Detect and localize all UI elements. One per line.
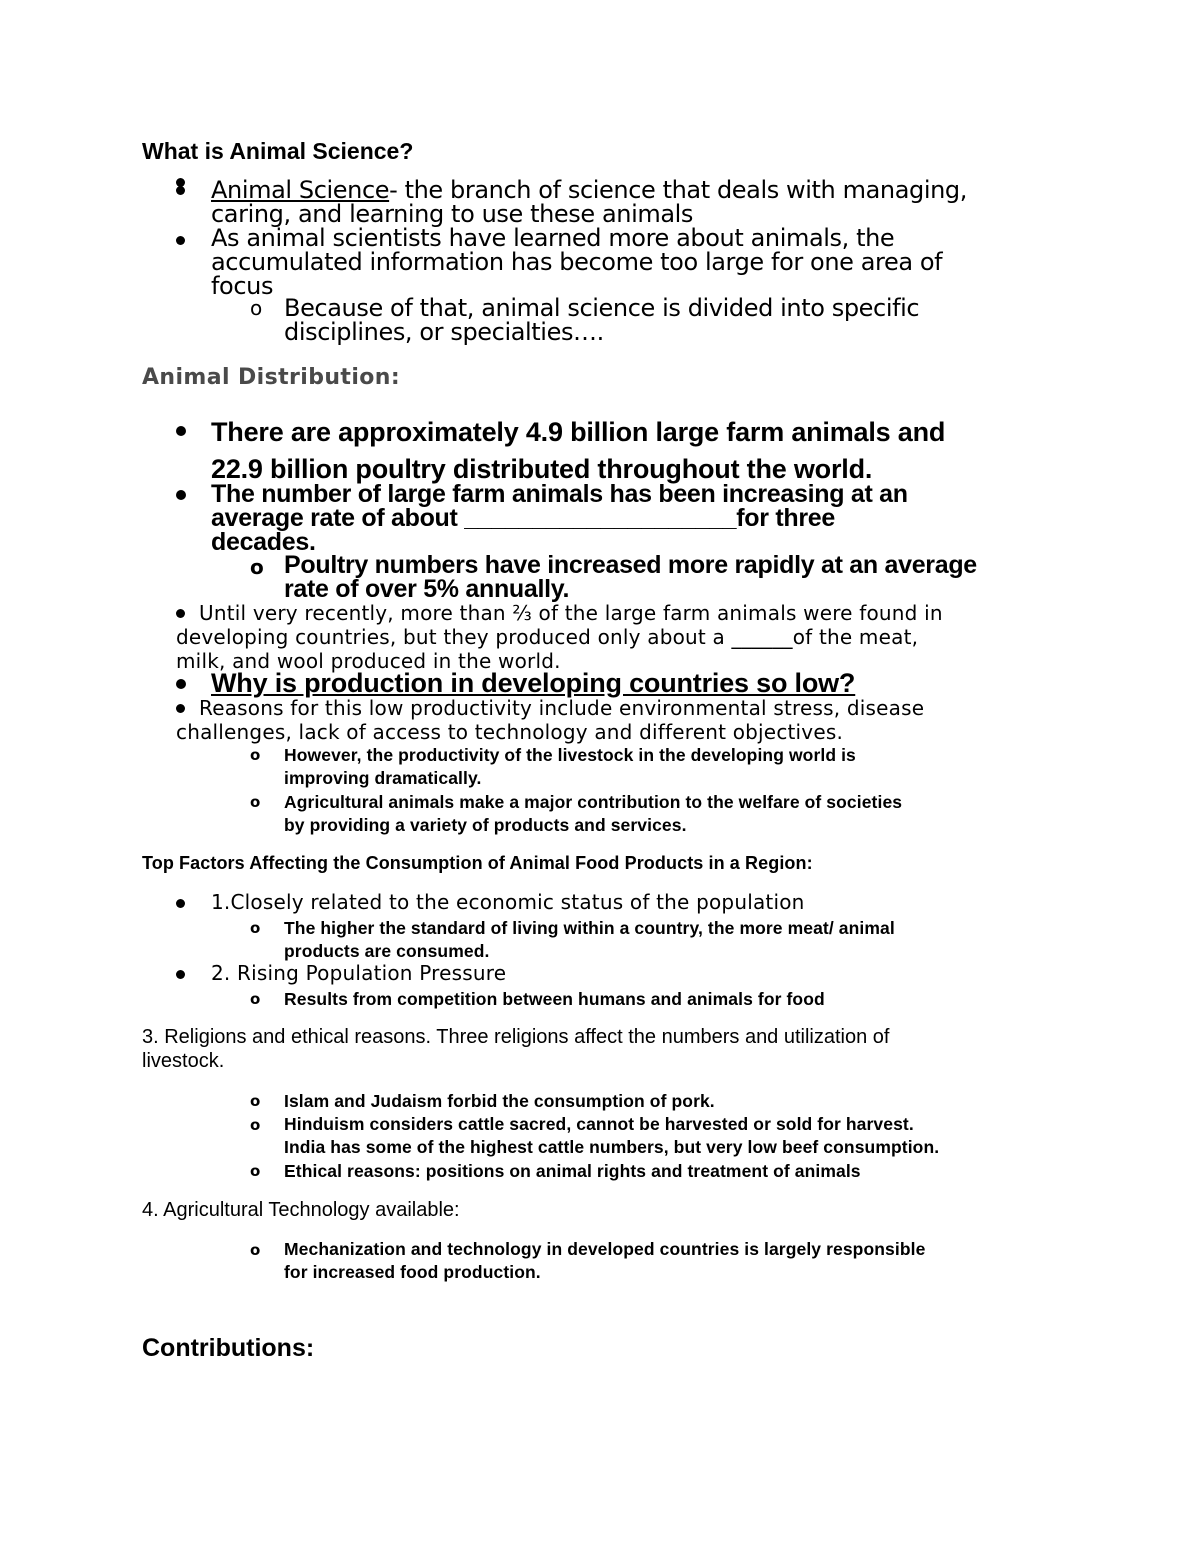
disciplines-text: Because of that, animal science is divided into specific disciplines, or specialties…. — [284, 294, 920, 346]
increase-rate-text: The number of large farm animals has been increasing at an average rate of about ____________________for three decades. — [211, 480, 908, 556]
hinduism-text: Hinduism considers cattle sacred, cannot be harvested or sold for harvest. India has some of the highest cattle numbers, but very low beef consumption. — [284, 1114, 940, 1157]
definition-text: Animal Science- the branch of science that deals with managing, caring, and learning to use these animals — [211, 176, 967, 228]
sub-bullet-marker: o — [250, 555, 264, 579]
bullet-icon — [176, 490, 186, 500]
section-heading-top-factors: Top Factors Affecting the Consumption of Animal Food Products in a Region: — [142, 853, 813, 873]
factor-population-pressure: 2. Rising Population Pressure — [211, 961, 507, 985]
bullet-icon — [176, 426, 186, 436]
section-heading-what-is-animal-science: What is Animal Science? — [142, 138, 414, 164]
sub-bullet-marker: o — [250, 1241, 261, 1259]
developing-countries-text: Until very recently, more than ⅔ of the large farm animals were found in developing countries, but they produced only about a ______of the meat, milk, and wool produced in the world. — [176, 601, 943, 673]
factor-agricultural-technology: 4. Agricultural Technology available: — [142, 1199, 460, 1221]
bullet-icon — [176, 704, 185, 713]
productivity-improving-text: However, the productivity of the livestock in the developing world is improving dramatically. — [284, 745, 856, 788]
sub-bullet-marker: o — [250, 746, 261, 764]
competition-text: Results from competition between humans and animals for food — [284, 989, 825, 1009]
section-heading-contributions: Contributions: — [142, 1334, 315, 1362]
low-productivity-reasons-text: Reasons for this low productivity include environmental stress, disease challenges, lack of access to technology and different objectives. — [176, 696, 925, 744]
factor-religion-text: 3. Religions and ethical reasons. Three religions affect the numbers and utilization of livestock. — [142, 1026, 890, 1072]
bullet-icon — [176, 609, 185, 618]
mechanization-text: Mechanization and technology in developed countries is largely responsible for increased food production. — [284, 1239, 926, 1282]
bullet-icon — [176, 899, 185, 908]
poultry-increase-text: Poultry numbers have increased more rapidly at an average rate of over 5% annually. — [284, 551, 977, 603]
standard-of-living-text: The higher the standard of living within a country, the more meat/ animal products are consumed. — [284, 918, 895, 961]
farm-animals-count-text: There are approximately 4.9 billion large farm animals and 22.9 billion poultry distributed throughout the world. — [211, 417, 946, 484]
section-heading-animal-distribution: Animal Distribution: — [142, 365, 401, 390]
sub-bullet-marker: o — [250, 296, 263, 320]
sub-bullet-marker: o — [250, 990, 261, 1008]
animal-contribution-text: Agricultural animals make a major contribution to the welfare of societies by providing a variety of products and services. — [284, 792, 903, 835]
sub-bullet-marker: o — [250, 1116, 261, 1134]
term-animal-science: Animal Science — [211, 176, 390, 204]
sub-bullet-marker: o — [250, 919, 261, 937]
factor-economic-status: 1.Closely related to the economic status of the population — [211, 890, 805, 914]
bullet-icon — [176, 186, 185, 195]
sub-bullet-marker: o — [250, 793, 261, 811]
islam-judaism-text: Islam and Judaism forbid the consumption of pork. — [284, 1091, 715, 1111]
sub-bullet-marker: o — [250, 1092, 261, 1110]
bullet-icon — [176, 970, 185, 979]
bullet-icon — [176, 236, 185, 245]
bullet-icon — [176, 679, 186, 689]
question-low-production: Why is production in developing countries so low? — [211, 668, 856, 698]
ethical-reasons-text: Ethical reasons: positions on animal rights and treatment of animals — [284, 1161, 861, 1181]
sub-bullet-marker: o — [250, 1162, 261, 1180]
accumulated-info-text: As animal scientists have learned more about animals, the accumulated information has become too large for one area of focus — [211, 224, 943, 300]
